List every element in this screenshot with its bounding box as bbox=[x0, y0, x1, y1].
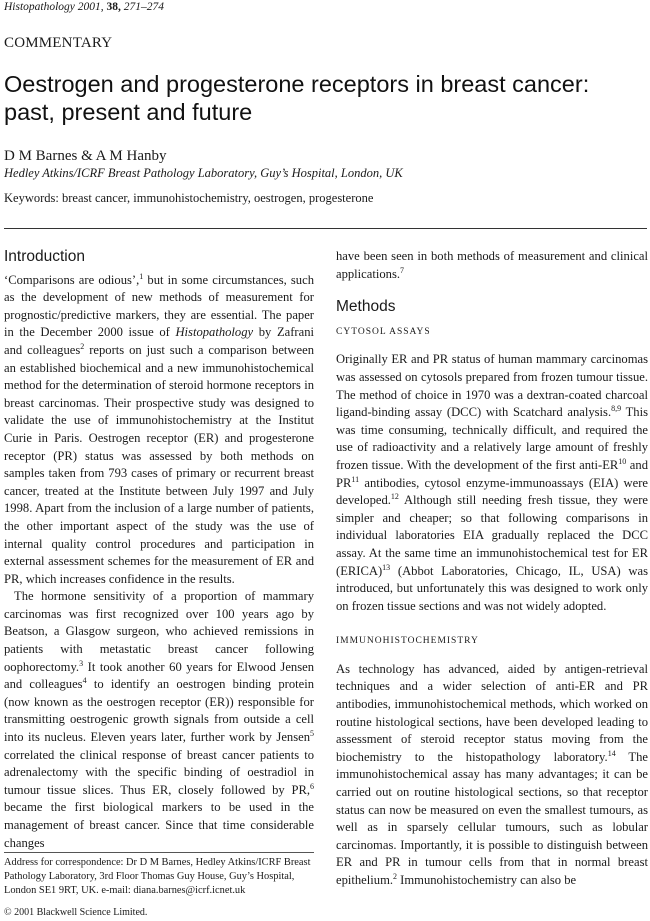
correspondence-footnote: Address for correspondence: Dr D M Barnes, Hedley Atkins/ICRF Breast Pathology Laboratory, 3rd Floor Thomas Guy House, Guy’s Hospital, London SE1 9RT, UK. e-mail: diana.barnes@icrf.icnet.uk bbox=[4, 857, 311, 896]
methods-heading: Methods bbox=[336, 298, 396, 316]
ref-14[interactable]: 14 bbox=[607, 748, 616, 758]
keywords: Keywords: breast cancer, immunohistochemistry, oestrogen, progesterone bbox=[4, 191, 374, 205]
ref-12[interactable]: 12 bbox=[390, 492, 399, 502]
introduction-heading: Introduction bbox=[4, 248, 85, 265]
journal-mention: Histopathology bbox=[175, 325, 254, 340]
ref-11[interactable]: 11 bbox=[351, 474, 360, 484]
title-line-1: Oestrogen and progesterone receptors in breast cancer: bbox=[4, 71, 590, 97]
journal-year: 2001, bbox=[77, 1, 104, 13]
ref-3[interactable]: 3 bbox=[79, 658, 84, 668]
cytosol-paragraph: Originally ER and PR status of human mammary carcinomas was assessed on cytosols prepared from frozen tumour tissue. The method of choice in 1970 was a dextran-coated charcoal ligand-binding assay (DCC) with Scatchard analysis.$^{8,9}$ This was time consuming, technically difficult, and required the use of radioactivity and a relatively large amount of freshly frozen tissue. With the development of the first anti-ER$^{10}$ and PR$^{11}$ antibodies, cytosol enzyme-immunoassays (EIA) were developed.$^{12}$ Although still needing fresh tissue, they were simpler and cheaper; so that following comparisons in individual laboratories EIA gradually replaced the DCC assay. At the same time an immunohistochemical test for ER (ERICA)$^{13}$ (Abbot Laboratories, Chicago, IL, USA) was introduced, but unfortunately this was designed to work only on frozen tissue sections and was not widely adopted. bbox=[336, 352, 648, 613]
copyright-notice: © 2001 Blackwell Science Limited. bbox=[4, 907, 148, 918]
journal-citation bbox=[4, 1, 164, 13]
ref-4[interactable]: 4 bbox=[82, 676, 87, 686]
left-column bbox=[4, 248, 314, 852]
journal-volume: 38, bbox=[106, 1, 121, 13]
ref-6[interactable]: 6 bbox=[310, 781, 314, 791]
header-divider bbox=[4, 228, 647, 229]
title-line-2: past, present and future bbox=[4, 99, 253, 125]
intro-paragraph-2: The hormone sensitivity of a proportion of mammary carcinomas was first recognized over 100 years ago by Beatson, a Glasgow surgeon, who achieved remissions in patients with metastatic breast cancer following oophorectomy.$^3$ It took another 60 years for Elwood Jensen and colleagues$^4$ to identify an oestrogen binding protein (now known as the oestrogen receptor (ER)) responsible for transmitting oestrogenic growth signals from outside a cell into its nucleus. Eleven years later, further work by Jensen$^5$ correlated the clinical response of breast cancer patients to adrenalectomy with the specific binding of oestradiol in tumour tissue slices. Thus ER, closely followed by PR,$^6$ became the first biological markers to be used in the management of breast cancer. Since that time considerable changes bbox=[4, 589, 314, 850]
ref-1[interactable]: 1 bbox=[139, 271, 144, 281]
affiliation: Hedley Atkins/ICRF Breast Pathology Laboratory, Guy’s Hospital, London, UK bbox=[4, 166, 403, 180]
intro-paragraph-1: ‘Comparisons are odious’,$^1$ but in some circumstances, such as the development of new methods of measurement for prognostic/predictive markers, they are essential. The paper in the December 2000 issue of Histopathology by Zafrani and colleagues$^2$ reports on just such a comparison between an established biochemical and a new immunohistochemical method for the determination of steroid hormone receptors in breast carcinomas. Their prospective study was designed to validate the use of immunohistochemistry at the Institut Curie in Paris. Oestrogen receptor (ER) and progesterone receptor (PR) status was assessed by both methods on samples taken from 793 cases of primary or recurrent breast cancer, treated at the Institute between July 1997 and July 1998. Apart from the inclusion of a large number of patients, the other important aspect of the study was the use of internal quality control procedures and participation in external assessment schemes for the measurement of ER and PR, which increases confidence in the results. bbox=[4, 271, 315, 586]
footnote-divider bbox=[4, 852, 314, 853]
continued-paragraph: have been seen in both methods of measurement and clinical applications.$^7$ bbox=[336, 249, 648, 281]
ref-2[interactable]: 2 bbox=[80, 341, 85, 351]
journal-name: Histopathology bbox=[4, 1, 75, 13]
right-column bbox=[336, 248, 648, 890]
section-label: COMMENTARY bbox=[4, 35, 113, 51]
ref-2b[interactable]: 2 bbox=[393, 872, 398, 881]
ref-10[interactable]: 10 bbox=[618, 456, 627, 466]
journal-pages: 271–274 bbox=[123, 1, 165, 13]
ref-7[interactable]: 7 bbox=[400, 265, 405, 275]
cytosol-assays-heading: CYTOSOL ASSAYS bbox=[336, 326, 431, 337]
ref-13[interactable]: 13 bbox=[382, 562, 391, 572]
ref-5[interactable]: 5 bbox=[310, 729, 314, 739]
ihc-paragraph: As technology has advanced, aided by antigen-retrieval techniques and a wider selection of anti-ER and PR antibodies, immunohistochemical methods, which worked on routine histological sections, have been developed leading to assessment of steroid receptor status moving from the biochemistry to the histopathology laboratory.$^{14}$ The immunohistochemical assay has many advantages; it can be carried out on routine histological sections, so that receptor status can now be measured on even the smallest tumours, as well as in sparsely cellular tumours, such as lobular carcinomas. Importantly, it is possible to distinguish between ER and PR in tumour cells from that in normal breast epithelium.$^2$ Immunohistochemistry can also be bbox=[336, 661, 648, 887]
article-title bbox=[4, 70, 634, 126]
immunohistochemistry-heading: IMMUNOHISTOCHEMISTRY bbox=[336, 636, 479, 647]
ref-8-9[interactable]: 8,9 bbox=[611, 404, 622, 414]
authors: D M Barnes & A M Hanby bbox=[4, 148, 167, 164]
